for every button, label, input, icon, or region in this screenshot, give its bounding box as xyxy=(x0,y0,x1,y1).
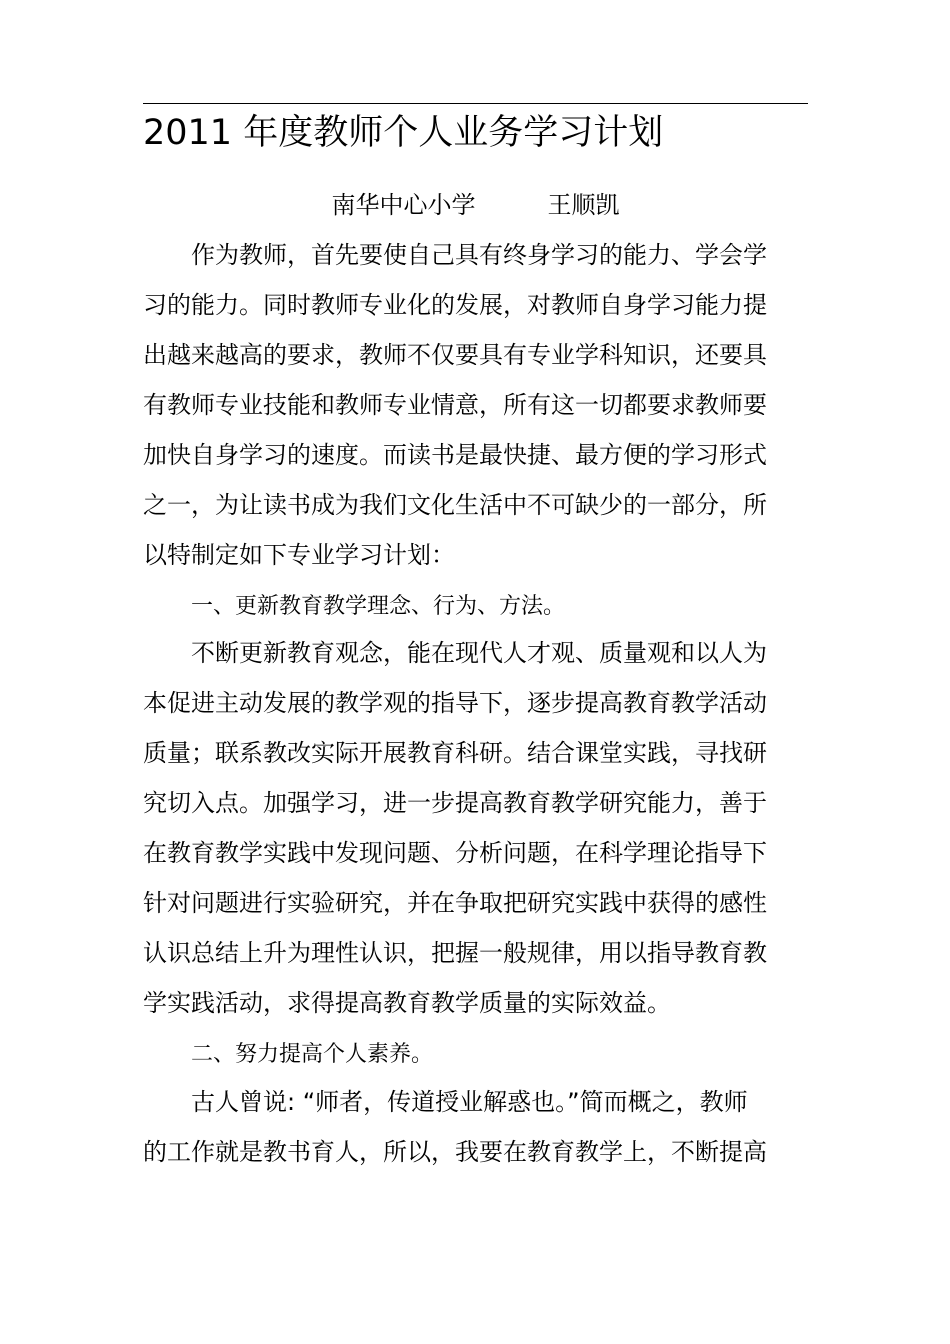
paragraph-line: 不断更新教育观念，能在现代人才观、质量观和以人为 xyxy=(191,639,767,667)
byline xyxy=(143,185,808,225)
paragraph-line: 针对问题进行实验研究，并在争取把研究实践中获得的感性 xyxy=(143,889,767,917)
paragraph-line: 在教育教学实践中发现问题、分析问题，在科学理论指导下 xyxy=(143,839,767,867)
paragraph-line: 有教师专业技能和教师专业情意，所有这一切都要求教师要 xyxy=(143,391,767,419)
paragraph-line: 作为教师，首先要使自己具有终身学习的能力、学会学 xyxy=(191,241,767,269)
author-name: 王顺凯 xyxy=(547,191,620,219)
paragraph-line: 的工作就是教书育人，所以，我要在教育教学上，不断提高 xyxy=(143,1138,767,1166)
section-1-paragraph xyxy=(143,628,808,1028)
paragraph-line: 本促进主动发展的教学观的指导下，逐步提高教育教学活动 xyxy=(143,689,767,717)
section-2-paragraph xyxy=(143,1077,808,1177)
paragraph-line: 加快自身学习的速度。而读书是最快捷、最方便的学习形式 xyxy=(143,441,767,469)
paragraph-line: 学实践活动，求得提高教育教学质量的实际效益。 xyxy=(143,989,671,1017)
paragraph-line: 究切入点。加强学习，进一步提高教育教学研究能力，善于 xyxy=(143,789,767,817)
paragraph-line: 认识总结上升为理性认识，把握一般规律，用以指导教育教 xyxy=(143,939,767,967)
paragraph-line: 以特制定如下专业学习计划： xyxy=(143,541,455,569)
paragraph-line: 古人曾说: “师者，传道授业解惑也。”简而概之，教师 xyxy=(191,1088,748,1116)
school-name: 南华中心小学 xyxy=(331,191,476,219)
paragraph-line: 之一，为让读书成为我们文化生活中不可缺少的一部分，所 xyxy=(143,491,767,519)
header-rule xyxy=(143,103,808,104)
intro-paragraph xyxy=(143,230,808,580)
paragraph-line: 质量；联系教改实际开展教育科研。结合课堂实践，寻找研 xyxy=(143,739,767,767)
section-heading-2: 二、努力提高个人素养。 xyxy=(191,1042,434,1067)
paragraph-line: 习的能力。同时教师专业化的发展，对教师自身学习能力提 xyxy=(143,291,767,319)
section-heading-1: 一、更新教育教学理念、行为、方法。 xyxy=(191,594,566,619)
document-title: 2011 年度教师个人业务学习计划 xyxy=(143,113,664,153)
paragraph-line: 出越来越高的要求，教师不仅要具有专业学科知识，还要具 xyxy=(143,341,767,369)
